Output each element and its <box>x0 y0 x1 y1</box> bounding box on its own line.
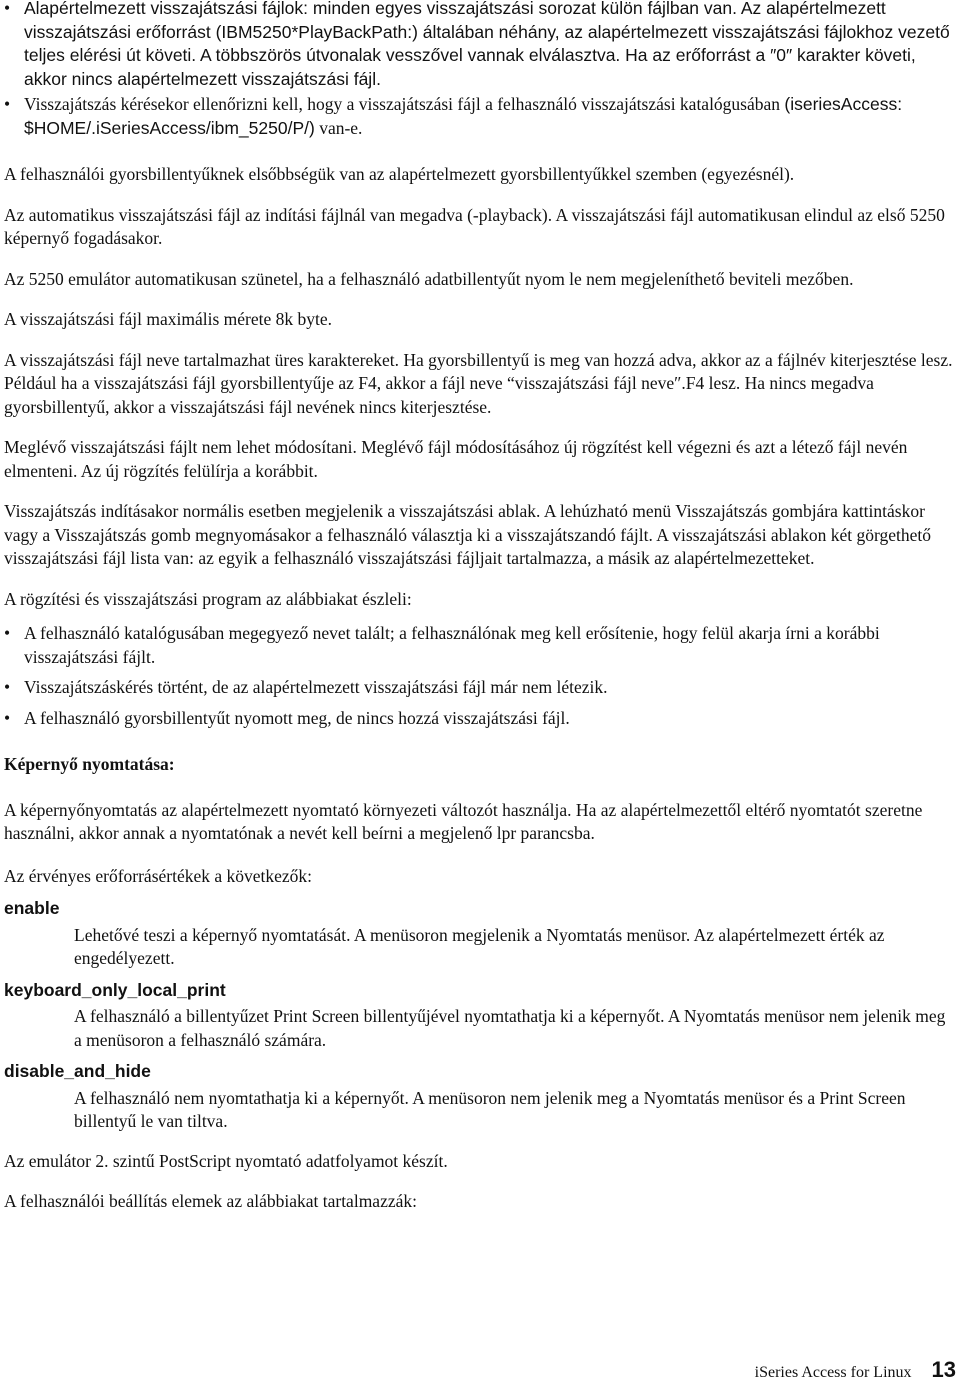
definition-term: keyboard_only_local_print <box>4 979 226 1000</box>
bullet-text: A felhasználó katalógusában megegyező nevet talált; a felhasználónak meg kell erősítenie, hogy felül akarja írni a korábbi visszajátszási fájlt. <box>24 623 880 667</box>
list-item <box>4 0 954 91</box>
paragraph: Az érvényes erőforrásértékek a következők: <box>4 865 313 886</box>
paragraph: A felhasználói beállítás elemek az alábbiakat tartalmazzák: <box>4 1191 417 1211</box>
bullet-icon: • <box>4 623 11 643</box>
footer-title: iSeries Access for Linux <box>754 1364 912 1381</box>
resource-values-list <box>4 897 954 1134</box>
paragraph: A visszajátszási fájl maximális mérete 8k byte. <box>4 309 333 329</box>
page-number: 13 <box>931 1357 956 1382</box>
list-item <box>4 707 954 731</box>
bullet-icon: • <box>4 94 11 114</box>
bullet-icon: • <box>4 707 11 728</box>
document-page <box>4 0 954 1214</box>
paragraph: Az 5250 emulátor automatikusan szünetel, ha a felhasználó adatbillentyűt nyom le nem megjeleníthető beviteli mezőben. <box>4 268 854 289</box>
paragraph: Meglévő visszajátszási fájlt nem lehet módosítani. Meglévő fájl módosításához új rögzítést kell végezni és azt a létező fájl nevén elmenteni. Az új rögzítés felülírja a korábbit. <box>4 437 908 481</box>
list-item <box>4 622 954 669</box>
list-item <box>4 93 954 140</box>
bullet-text: Alapértelmezett visszajátszási fájlok: minden egyes visszajátszási sorozat külön fájlban van. Az alapértelmezett visszajátszási erőforrást (IBM5250*PlayBackPath:) általában néhány, az alapértelmezett visszajátszási fájlokhoz vezető teljes elérési út követi. A többszörös útvonalak vesszővel vannak elválasztva. Ha az erőforrást a ″0″ karakter követi, akkor nincs alapértelmezett visszajátszási fájl. <box>24 0 950 89</box>
definition-term: disable_and_hide <box>4 1061 151 1081</box>
paragraph: Visszajátszás indításakor normális esetben megjelenik a visszajátszási ablak. A lehúzható menü Visszajátszás gombjára kattintáskor vagy a Visszajátszás gomb megnyomásakor a felhasználó választja ki a visszajátszandó fájlt. A visszajátszási ablakon két görgethető visszajátszási fájl lista van: az egyik a felhasználó visszajátszási fájljait tartalmazza, a másik az alapértelmezetteket. <box>4 501 931 568</box>
bullet-icon: • <box>4 0 11 18</box>
paragraph: A felhasználói gyorsbillentyűknek elsőbbségük van az alapértelmezett gyorsbillentyűkkel szemben (egyezésnél). <box>4 164 795 184</box>
catalog-path-code: (iseriesAccess: $HOME/.iSeriesAccess/ibm_5250/P/) <box>24 94 903 138</box>
bullet-tail: van-e. <box>314 117 363 138</box>
paragraph: Az emulátor 2. szintű PostScript nyomtató adatfolyamot készít. <box>4 1150 448 1171</box>
bullet-icon: • <box>4 677 11 697</box>
paragraph: A képernyőnyomtatás az alapértelmezett nyomtató környezeti változót használja. Ha az alapértelmezettől eltérő nyomtatót szeretne használni, akkor annak a nyomtatónak a nevét kell beírni a megjelenő lpr parancsba. <box>4 799 923 843</box>
list-item <box>4 676 954 700</box>
definition-description: A felhasználó a billentyűzet Print Screen billentyűjével nyomtathatja ki a képernyőt. A Nyomtatás menüsor nem jelenik meg a menüsoron a felhasználó számára. <box>74 1006 946 1050</box>
intro-bullet-list <box>4 0 954 140</box>
bullet-text: Visszajátszáskérés történt, de az alapértelmezett visszajátszási fájl már nem létezik. <box>24 677 608 697</box>
detect-bullet-list <box>4 622 954 730</box>
page-footer <box>754 1357 956 1383</box>
bullet-text: Visszajátszás kérésekor ellenőrizni kell, hogy a visszajátszási fájl a felhasználó visszajátszási katalógusában <box>24 94 781 114</box>
paragraph: Az automatikus visszajátszási fájl az indítási fájlnál van megadva (-playback). A visszajátszási fájl automatikusan elindul az első 5250 képernyő fogadásakor. <box>4 204 945 248</box>
section-heading: Képernyő nyomtatása: <box>4 754 175 774</box>
paragraph: A rögzítési és visszajátszási program az alábbiakat észleli: <box>4 588 412 609</box>
definition-term: enable <box>4 898 60 918</box>
bullet-text: A felhasználó gyorsbillentyűt nyomott meg, de nincs hozzá visszajátszási fájl. <box>24 707 570 728</box>
paragraph: A visszajátszási fájl neve tartalmazhat üres karaktereket. Ha gyorsbillentyű is meg van hozzá adva, akkor az a fájlnév kiterjesztése lesz. Például ha a visszajátszási fájl gyorsbillentyűje az F4, akkor a fájl neve “visszajátszási fájl neve″.F4 lesz. Ha nincs megadva gyorsbillentyű, akkor a visszajátszási fájl nevének nincs kiterjesztése. <box>4 349 953 417</box>
definition-description: A felhasználó nem nyomtathatja ki a képernyőt. A menüsoron nem jelenik meg a Nyomtatás menüsor és a Print Screen billentyű le van tiltva. <box>74 1087 906 1131</box>
definition-description: Lehetővé teszi a képernyő nyomtatását. A menüsoron megjelenik a Nyomtatás menüsor. Az alapértelmezett érték az engedélyezett. <box>74 924 885 968</box>
